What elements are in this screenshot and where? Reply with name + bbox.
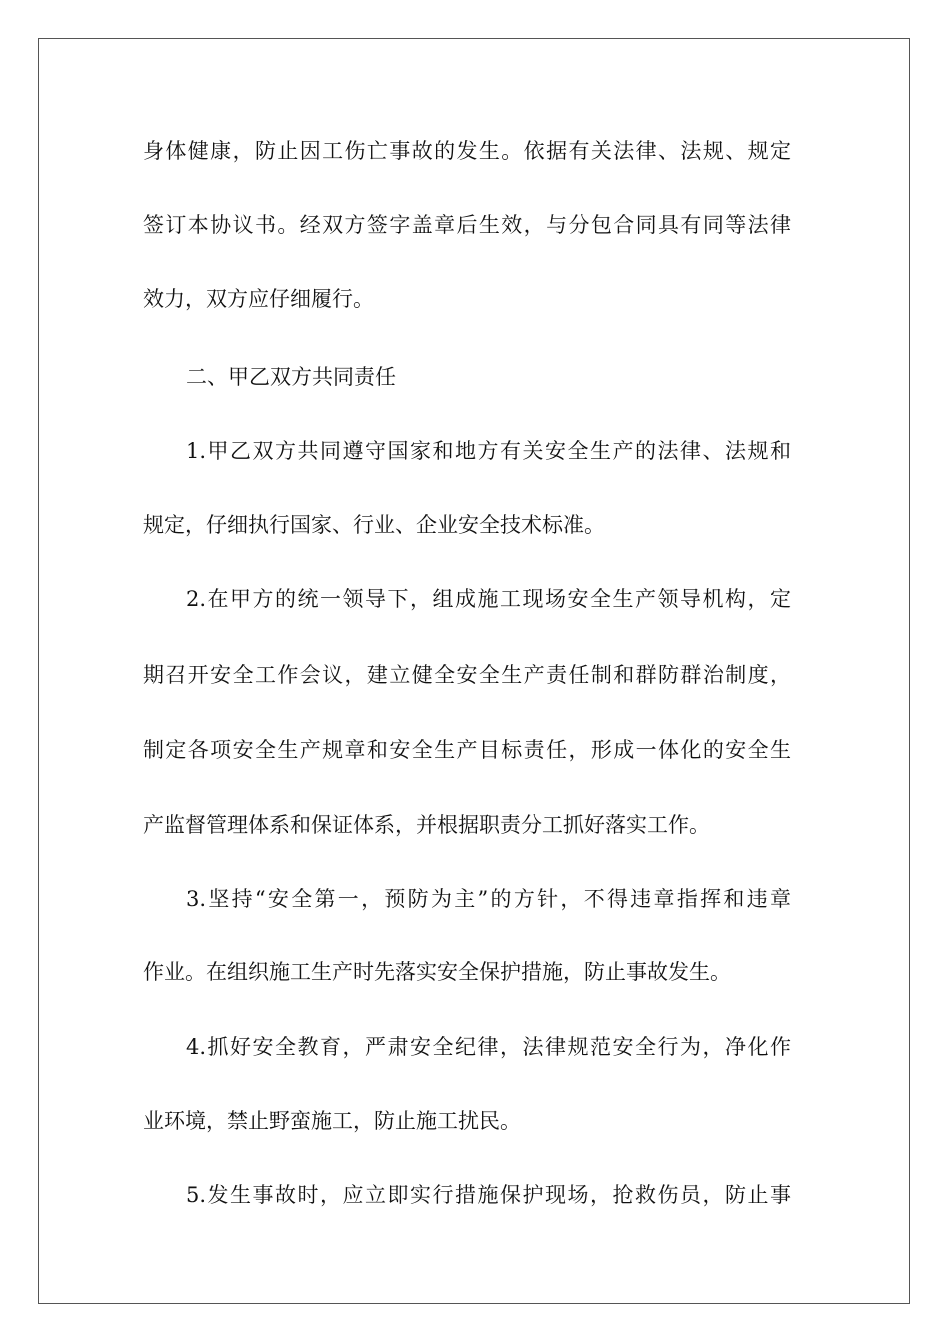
text-line: 产监督管理体系和保证体系，并根据职责分工抓好落实工作。	[143, 813, 710, 837]
text-line: 1.甲乙双方共同遵守国家和地方有关安全生产的法律、法规和	[186, 439, 791, 463]
text-line: 身体健康，防止因工伤亡事故的发生。依据有关法律、法规、规定	[143, 139, 791, 163]
text-line: 4.抓好安全教育，严肃安全纪律，法律规范安全行为，净化作	[186, 1035, 791, 1059]
section-heading: 二、甲乙双方共同责任	[186, 365, 396, 389]
text-line: 作业。在组织施工生产时先落实安全保护措施，防止事故发生。	[143, 960, 731, 984]
text-line: 效力，双方应仔细履行。	[143, 287, 374, 311]
text-line: 期召开安全工作会议，建立健全安全生产责任制和群防群治制度，	[143, 663, 791, 687]
text-line: 制定各项安全生产规章和安全生产目标责任，形成一体化的安全生	[143, 738, 791, 762]
text-line: 规定，仔细执行国家、行业、企业安全技术标准。	[143, 513, 605, 537]
text-line: 业环境，禁止野蛮施工，防止施工扰民。	[143, 1109, 521, 1133]
text-line: 2.在甲方的统一领导下，组成施工现场安全生产领导机构，定	[186, 587, 791, 611]
text-line: 3.坚持“安全第一，预防为主”的方针，不得违章指挥和违章	[186, 887, 791, 911]
text-line: 签订本协议书。经双方签字盖章后生效，与分包合同具有同等法律	[143, 213, 791, 237]
text-line: 5.发生事故时，应立即实行措施保护现场，抢救伤员，防止事	[186, 1183, 791, 1207]
